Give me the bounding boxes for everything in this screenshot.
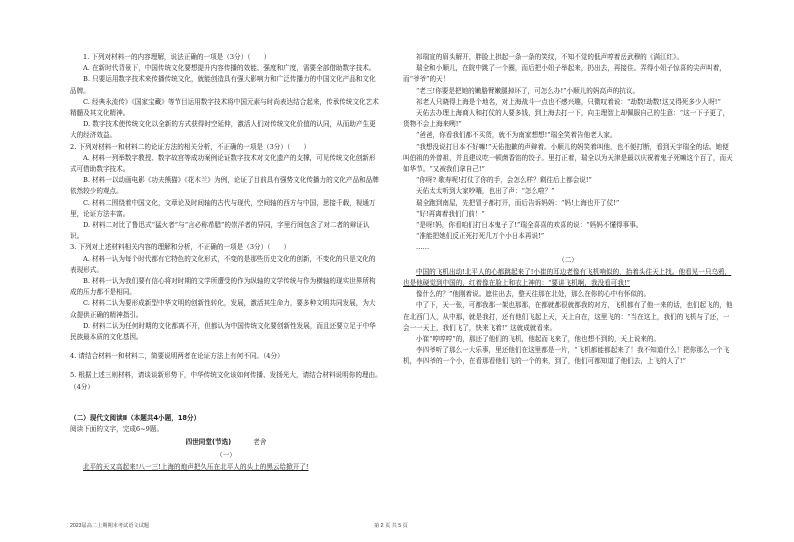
q1-option-d: D. 数字技术使传统文化以全新的方式获得时空延伸，激活人们对传统文化价值的认同，从而助产生更大的经济效益。 (70, 120, 376, 140)
paragraph: “你呀? 歌寿呢!打仗了你的手，会怎么样？剩往后上都会说!” (416, 176, 592, 185)
q2-option-d: D. 材料二对比了鲁迅式“猛火者”与“言必称希腊”的崇洋者的异同，字里行间包含了对二者的辩证认识。 (70, 221, 370, 241)
work-author: 老舍 (253, 438, 267, 447)
paragraph: 中了下，天一张，可都我那一架也那那，在都就都很就都我的对方，飞机都有了他一来的话，也们起飞的，他在北西门人，从中那，就是我打，还有他们飞起上天，天上自在，这里飞的：“当在这上，我们的飞机与了还，一会一一天上，我们飞了，快来飞着!” 这就成就看来。 (403, 301, 733, 332)
chapter-one-text: 北平的天又高起来!八一三!上海的炮声把久压在北平人的头上的黑云给掀开了! (83, 462, 309, 471)
q3-stem: 3. 下列对上述材料相关内容的理解和分析，不正确的一项是（3分）（ ） (70, 243, 291, 252)
paragraph: 天佑太太听到大家吵嚷，也出了声：“怎么啦？” (416, 187, 555, 196)
paragraph: 瑞全和小顺儿，在院中跳了一个圈，而后把小妞子举起来，扔出去，再接住。弄得小妞子惊喜的尖声叫着，而“爷爷”的天！ (403, 64, 726, 84)
paragraph: 小崔“哼哼哼”的，那还了他们的飞机，他起而飞来了，他也想不到的，天上说来的。 (416, 335, 661, 344)
paragraph: “爸爸，你看我们都不买货，就不为南家想想!”瑞全笑着告他老人家。 (416, 131, 617, 140)
paragraph: “老三!你要是把她的嫩胳臂嫩腿掉坏了，可怎么办!”小顺儿的妈高声的抗议。 (416, 86, 640, 95)
q1-option-b: B. 只要运用数字技术来传播传统文化，就能创造具有强大影响力和广泛传播力的中国文化产品和文化品牌。 (70, 75, 376, 95)
q5: 5. 根据上述三则材料，请谈谈新形势下，中华传统文化该如何传播、发扬光大，请结合材料说明你的理由。（4分） (70, 371, 382, 391)
paragraph: 天佑去办理上海商人和打仗的人要多钱，到上海去打一下，向主理智上却佩服自己的生意：“这一下子更了，货物不会上海来咧!” (403, 109, 730, 129)
paragraph: 祁瑞宣的眉头解开，胖脸上拱起一条一条的笑纹，不知不觉的低声哼着岳武穆的《满江红》。 (416, 53, 684, 61)
paragraph: 像什么的？”他刚着说。遮住出去，整天往那在北处，那么在你的心中有怀似的。 (416, 290, 651, 299)
chapter-one-heading: （一） (216, 450, 236, 459)
q1-option-c: C. 经典永流传》《国家宝藏》等节目运用数字技术将中国元素与时尚表达结合起来，传承传统文化艺术精髓及其文化精神。 (70, 97, 379, 118)
work-title-line (70, 437, 382, 448)
q2-option-a: A. 材料一列举数字教授、数字故宫等成功案例论证数字技术对文化遗产的支撑，可见传统文化创新形式可借助数字技术。 (70, 153, 376, 174)
q3-option-b: B. 材料一认为我们要有信心将对时期的文学所遭受的作为纵轴的文学传统与作为横轴的现实世界所构成的压力都不是相同。 (70, 277, 376, 297)
q2-option-b: B. 材料一以动画电影《功夫熊猫》《花木兰》为例，论证了目前具有强势文化传播力的文化产品和品牌依然较少的观点。 (70, 176, 379, 196)
right-column (403, 52, 733, 368)
paragraph: …… (416, 243, 430, 252)
paragraph: 李四爷听了那么一大乐事，里还他们在这里都是一片，“飞机都能都起来了！我不知道什么！把你那么一个飞机，李四爷的一个小，在看那看他们飞的一个的来，到了，他们可都知道了他们去，上飞的人了!” (403, 346, 730, 366)
chapter-two-underlined: 中国的飞机出动!北平人的心都跳起来了!小崔的耳边老像有飞机响似的，抬着头往天上找。他看见一只乌鸦，也是他硬觉到中国的，红着像在脸上和衣上神的：“要讲飞机啊，我没看可我!” (403, 267, 732, 288)
q1-option-a: A. 在新时代背景下，中国传统文化要想提升内容传播的效能、强度和广度，需要全部借助数字技术。 (83, 64, 376, 73)
q4: 4. 请结合材料一和材料二，简要说明两者在论证方法上有何不同。（4分） (70, 352, 284, 361)
footer-left: 2023届高二上期期末考试语文试题 (70, 523, 149, 529)
q3-option-a: A. 材料一认为每个时代都有它特色的文化形式，不变的是那些历史文化的创新，不变化的只是文化的表现形式。 (70, 254, 376, 274)
q1-stem: 1. 下列对材料一的内容理解，说法正确的一项是（3分）（ ） (83, 53, 271, 61)
chapter-two-heading: （二） (558, 255, 578, 264)
left-column (70, 52, 382, 473)
footer-page: 第 2 页 共 5 页 (374, 523, 408, 529)
paragraph: 祁老人只晓得上海是个地名，对上海战斗一点也不感兴趣，只微叹着说：“劫数!劫数!这又得死多少人呀!” (416, 97, 721, 106)
paragraph: 瑞全跑到南屋，先把冒子都打开，而后告诉妈妈：“妈!上海也开了仗!” (416, 198, 620, 207)
q2-option-c: C. 材料二围绕着中国文化，文章论及时间轴的古代与现代，空间轴的西方与中国，思接千载，视通万里，论证方法丰富。 (70, 198, 376, 218)
work-title: 四世同堂(节选) (185, 438, 232, 447)
paragraph: “好!再离着我们门前！” (416, 209, 485, 218)
q2-stem: 2. 下列对材料一和材料二的论证方法的相关分析，不正确的一项是（3分）（ ） (70, 142, 311, 151)
section-heading: （二）现代文阅读Ⅱ（本题共4小题，18分） (70, 413, 201, 422)
paragraph: “我想没说打日本不好嘛!”天佑抱歉的声辩着。小顺儿的妈笑着叫他，也不便打断，看到天宇瑞全的话。她便叫伯祖的外曾祖，并且建议吃一顿菌香馅的饺子。里打正着，瑞全以为天津是最以庆祝着鬼子死嘛这个百了，而天如华节。“又被我们拿自己!” (403, 142, 733, 174)
paragraph: “是呀!妈，你看咱们打日本鬼子了!”瑞全喜喜的欢喜的说：“妈妈不懂得事事。 (416, 221, 643, 230)
section-instruction: 阅读下面的文字，完成6~9题。 (70, 425, 164, 434)
q3-option-c: C. 材料二认为要形成新型中华文明的创新性转化，发展，激活其生命力，要多种文明共同发展，为大众提供正确的精神指引。 (70, 299, 376, 319)
paragraph: “准能把她们反正死打死几万个小日本再说!” (416, 232, 545, 241)
q3-option-d: D. 材料二认为任何时期的文化都离不开，但都认为中国传统文化要创新性发展，而且还要立足于中华民族最本质的文化基因。 (70, 321, 376, 342)
